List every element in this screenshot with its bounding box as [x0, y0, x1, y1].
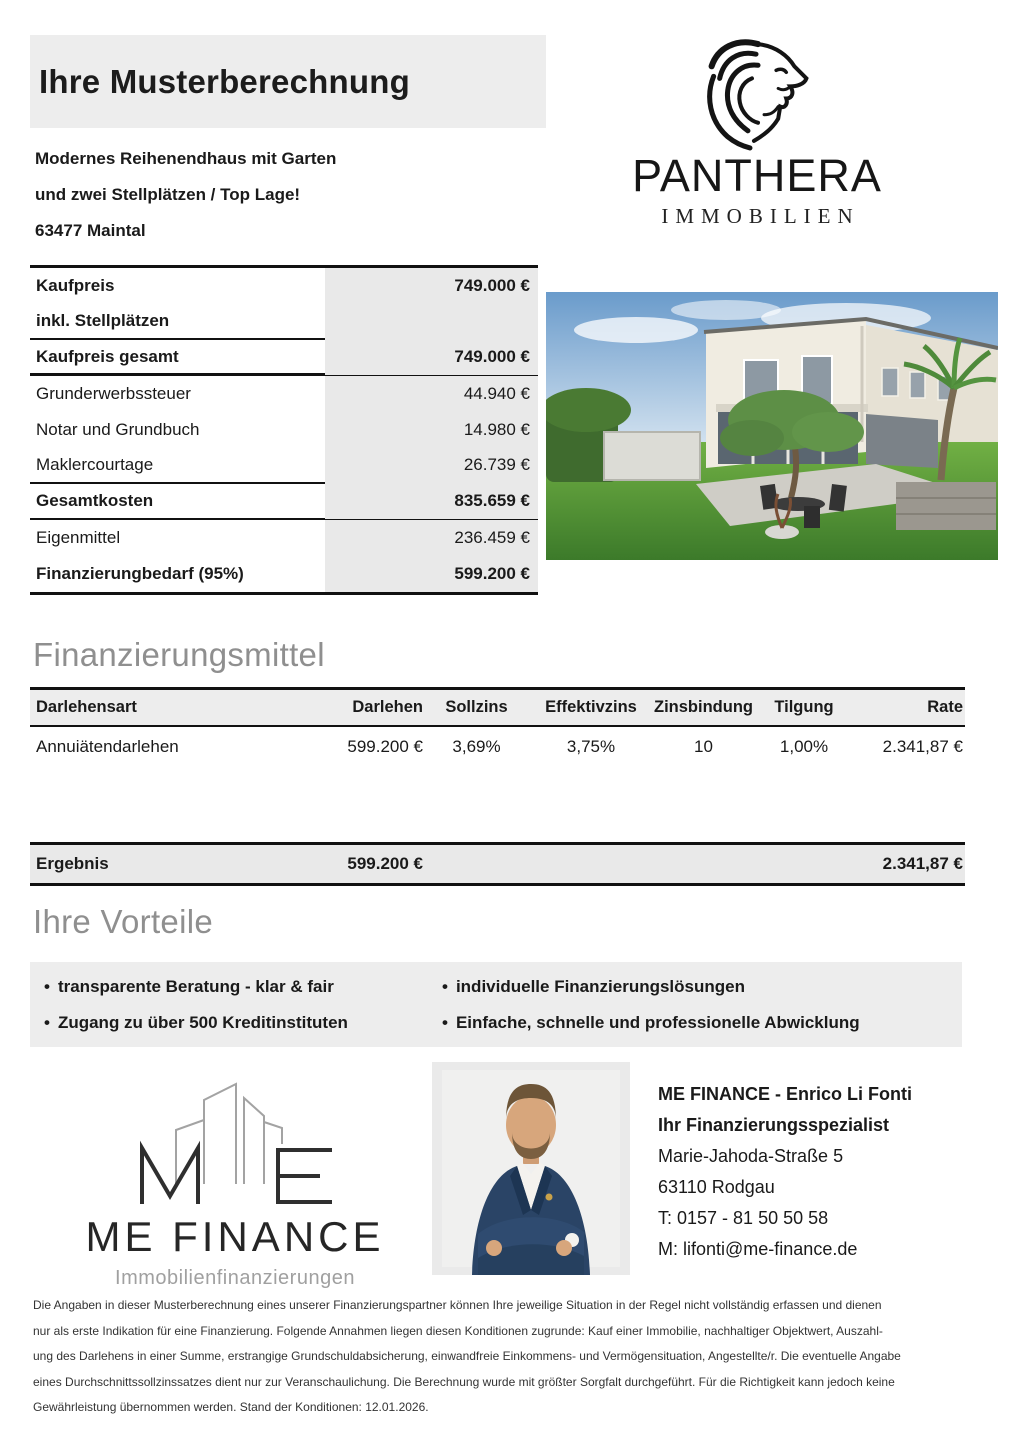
column-header: Darlehen [352, 698, 423, 716]
row-label: Kaufpreis [36, 276, 115, 295]
cell-effektivzins: 3,75% [566, 737, 616, 756]
list-item [442, 1013, 962, 1033]
row-value: 749.000 € [325, 339, 538, 375]
contact-email: M: lifonti@me-finance.de [658, 1239, 858, 1259]
partner-subtitle: Immobilienfinanzierungen [115, 1267, 355, 1289]
benefit-text: transparente Beratung - klar & fair [57, 976, 334, 996]
benefit-text: Zugang zu über 500 Kreditinstituten [57, 1012, 348, 1032]
table-row [30, 412, 538, 448]
result-darlehen: 599.200 € [347, 854, 423, 873]
contact-name: ME FINANCE - Enrico Li Fonti [658, 1084, 912, 1104]
result-row [30, 842, 965, 886]
bullet-icon: • [44, 976, 50, 996]
row-label: Gesamtkosten [36, 491, 154, 510]
row-label: Kaufpreis gesamt [36, 346, 179, 366]
contact-phone: T: 0157 - 81 50 50 58 [658, 1208, 829, 1228]
row-value: 236.459 € [325, 520, 538, 556]
cell-darlehen: 599.200 € [347, 737, 423, 756]
disclaimer-line: Die Angaben in dieser Musterberechnung eines unserer Finanzierungspartner können Ihre jeweilige Situation in der Regel nicht vollständig erfassen und dienen [33, 1298, 882, 1312]
disclaimer [33, 1293, 983, 1421]
row-label: Finanzierungbedarf (95%) [36, 564, 244, 583]
row-value [325, 303, 538, 339]
table-row [30, 556, 538, 592]
table-row [30, 340, 538, 376]
disclaimer-line: nur als erste Indikation für eine Finanzierung. Folgende Annahmen liegen diesen Konditionen zugrunde: Kauf einer Immobilie, nachhaltiger Objektwert, Auszahl- [33, 1323, 883, 1338]
row-value: 599.200 € [325, 556, 538, 592]
table-row [30, 727, 965, 767]
brand-subtitle: IMMOBILIEN [661, 204, 860, 228]
cell-sollzins: 3,69% [452, 737, 501, 756]
row-label: Notar und Grundbuch [36, 420, 200, 439]
advisor-photo [432, 1062, 630, 1275]
brand-name: PANTHERA [632, 150, 882, 201]
property-description [35, 150, 515, 239]
financing-heading: Finanzierungsmittel [33, 636, 325, 673]
contact-role: Ihr Finanzierungsspezialist [658, 1115, 890, 1135]
column-header: Darlehensart [36, 698, 137, 716]
result-rate: 2.341,87 € [882, 854, 963, 873]
monogram-e [278, 1150, 330, 1202]
table-row [30, 304, 538, 340]
column-header: Zinsbindung [654, 698, 753, 716]
column-header: Tilgung [774, 698, 834, 716]
bullet-icon: • [442, 1012, 448, 1032]
contact-street: Marie-Jahoda-Straße 5 [658, 1146, 844, 1166]
lion-head-icon [691, 36, 823, 152]
monogram-m [142, 1148, 198, 1202]
cell-darlehensart: Annuiätendarlehen [36, 737, 179, 756]
disclaimer-line: eines Durchschnittssollzinssatzes dient nur zur Veranschaulichung. Die Berechnung wurde mit größter Sorgfalt durchgeführt. Für die Richtigkeit kann jedoch keine [33, 1374, 895, 1389]
table-row [30, 520, 538, 556]
disclaimer-line: ung des Darlehens in einer Summe, erstrangige Grundschuldabsicherung, einwandfreie Einkommens- und Vermögensituation, Angestellte/r. Die eventuelle Angabe [33, 1349, 901, 1363]
benefits-box [30, 962, 962, 1047]
result-label: Ergebnis [36, 854, 109, 873]
property-line: Modernes Reihenendhaus mit Garten [35, 149, 337, 168]
row-value: 14.980 € [325, 412, 538, 448]
table-row [30, 484, 538, 520]
me-finance-logo [82, 1064, 388, 1290]
row-value: 835.659 € [325, 483, 538, 519]
table-row [30, 268, 538, 304]
cost-table [30, 265, 538, 595]
cell-zinsbindung: 10 [694, 737, 713, 756]
row-label: Grunderwerbssteuer [36, 384, 191, 403]
property-line: und zwei Stellplätzen / Top Lage! [35, 185, 301, 204]
disclaimer-line: Gewährleistung übernommen werden. Stand der Konditionen: 12.01.2026. [33, 1400, 429, 1414]
bullet-icon: • [44, 1012, 50, 1032]
table-row [30, 448, 538, 484]
row-label: Eigenmittel [36, 528, 121, 547]
cell-tilgung: 1,00% [779, 737, 829, 756]
page-title-box [30, 35, 546, 128]
row-value: 749.000 € [325, 268, 538, 304]
row-value: 26.739 € [325, 447, 538, 483]
column-header: Rate [927, 698, 963, 716]
table-header-row [30, 690, 965, 727]
financing-table [30, 687, 965, 767]
cell-rate: 2.341,87 € [882, 737, 963, 756]
contact-city: 63110 Rodgau [658, 1177, 775, 1197]
property-photo [546, 292, 998, 560]
contact-block [658, 1079, 988, 1265]
benefit-text: individuelle Finanzierungslösungen [455, 976, 745, 996]
page-title: Ihre Musterberechnung [39, 62, 410, 100]
partner-name: ME FINANCE [85, 1213, 385, 1260]
list-item [44, 1013, 442, 1033]
list-item [44, 977, 442, 997]
benefits-heading: Ihre Vorteile [33, 903, 214, 940]
row-label: inkl. Stellplätzen [36, 311, 170, 330]
bullet-icon: • [442, 976, 448, 996]
property-line: 63477 Maintal [35, 221, 146, 240]
row-value: 44.940 € [325, 376, 538, 412]
column-header: Sollzins [445, 698, 508, 716]
benefit-text: Einfache, schnelle und professionelle Abwicklung [455, 1012, 860, 1032]
table-row [30, 376, 538, 412]
panthera-logo [612, 36, 902, 229]
column-header: Effektivzins [545, 698, 637, 716]
buildings-icon [82, 1064, 388, 1206]
row-label: Maklercourtage [36, 455, 154, 474]
list-item [442, 977, 962, 997]
